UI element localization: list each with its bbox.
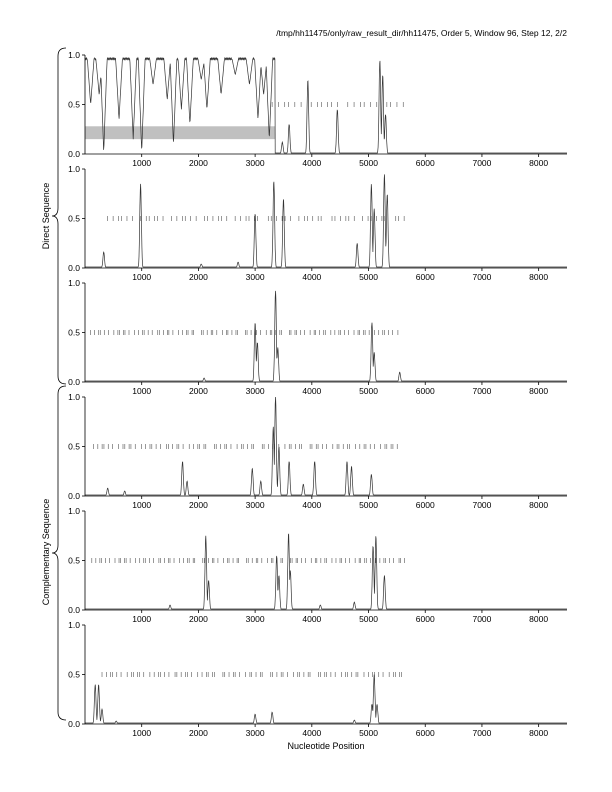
x-tick-label: 3000 bbox=[245, 272, 265, 282]
shaded-region bbox=[85, 126, 275, 139]
x-tick-label: 6000 bbox=[415, 386, 435, 396]
x-tick-label: 6000 bbox=[415, 728, 435, 738]
x-tick-label: 1000 bbox=[132, 158, 152, 168]
x-tick-label: 7000 bbox=[472, 614, 492, 624]
score-series-line bbox=[85, 534, 567, 609]
x-tick-label: 1000 bbox=[132, 500, 152, 510]
x-tick-label: 2000 bbox=[188, 158, 208, 168]
group-label-direct: Direct Sequence bbox=[41, 182, 51, 250]
y-tick-label: 1.0 bbox=[68, 620, 80, 630]
x-tick-label: 1000 bbox=[132, 386, 152, 396]
panel-2 bbox=[68, 164, 567, 282]
y-tick-label: 0.5 bbox=[68, 669, 80, 680]
panels-group bbox=[68, 50, 567, 738]
score-series-line bbox=[85, 291, 567, 381]
score-series-line bbox=[85, 397, 567, 495]
x-tick-label: 1000 bbox=[132, 614, 152, 624]
x-tick-label: 3000 bbox=[245, 386, 265, 396]
panel-1 bbox=[68, 50, 567, 168]
x-tick-label: 2000 bbox=[188, 500, 208, 510]
x-tick-label: 4000 bbox=[302, 500, 322, 510]
y-tick-label: 0.0 bbox=[68, 263, 80, 273]
x-axis-label: Nucleotide Position bbox=[287, 741, 365, 751]
x-tick-label: 8000 bbox=[529, 500, 549, 510]
group-label-complementary: Complementary Sequence bbox=[41, 498, 51, 606]
x-tick-label: 2000 bbox=[188, 614, 208, 624]
x-tick-label: 6000 bbox=[415, 500, 435, 510]
x-tick-label: 2000 bbox=[188, 272, 208, 282]
y-tick-label: 1.0 bbox=[68, 278, 80, 288]
x-tick-label: 4000 bbox=[302, 614, 322, 624]
x-tick-label: 3000 bbox=[245, 728, 265, 738]
y-tick-label: 0.0 bbox=[68, 605, 80, 615]
x-tick-label: 7000 bbox=[472, 386, 492, 396]
x-tick-label: 6000 bbox=[415, 614, 435, 624]
x-tick-label: 5000 bbox=[359, 158, 378, 168]
group-bracket-direct bbox=[52, 48, 66, 384]
y-tick-label: 1.0 bbox=[68, 392, 80, 402]
panel-3 bbox=[68, 278, 567, 396]
y-tick-label: 1.0 bbox=[68, 164, 80, 174]
x-tick-label: 8000 bbox=[529, 272, 549, 282]
x-tick-label: 8000 bbox=[529, 158, 549, 168]
x-tick-label: 4000 bbox=[302, 158, 322, 168]
x-tick-label: 7000 bbox=[472, 272, 492, 282]
x-tick-label: 1000 bbox=[132, 272, 152, 282]
x-tick-label: 8000 bbox=[529, 728, 549, 738]
panel-4 bbox=[68, 392, 567, 510]
y-tick-label: 0.0 bbox=[68, 719, 80, 729]
y-tick-label: 0.5 bbox=[68, 213, 80, 224]
x-tick-label: 2000 bbox=[188, 386, 208, 396]
x-tick-label: 5000 bbox=[359, 272, 378, 282]
x-tick-label: 8000 bbox=[529, 614, 549, 624]
x-tick-label: 4000 bbox=[302, 386, 322, 396]
score-series-line bbox=[85, 675, 567, 724]
y-tick-label: 0.5 bbox=[68, 99, 80, 110]
x-tick-label: 5000 bbox=[359, 614, 378, 624]
x-tick-label: 4000 bbox=[302, 272, 322, 282]
x-tick-label: 7000 bbox=[472, 158, 492, 168]
y-tick-label: 1.0 bbox=[68, 506, 80, 516]
x-tick-label: 5000 bbox=[359, 728, 378, 738]
x-tick-label: 2000 bbox=[188, 728, 208, 738]
x-tick-label: 7000 bbox=[472, 728, 492, 738]
x-tick-label: 3000 bbox=[245, 614, 265, 624]
x-tick-label: 5000 bbox=[359, 500, 378, 510]
x-tick-label: 6000 bbox=[415, 158, 435, 168]
x-tick-label: 7000 bbox=[472, 500, 492, 510]
x-tick-label: 4000 bbox=[302, 728, 322, 738]
x-tick-label: 3000 bbox=[245, 500, 265, 510]
x-tick-label: 8000 bbox=[529, 386, 549, 396]
y-tick-label: 0.5 bbox=[68, 441, 80, 452]
y-tick-label: 0.5 bbox=[68, 555, 80, 566]
y-tick-label: 1.0 bbox=[68, 50, 80, 60]
y-tick-label: 0.0 bbox=[68, 491, 80, 501]
y-tick-label: 0.0 bbox=[68, 149, 80, 159]
y-tick-label: 0.0 bbox=[68, 377, 80, 387]
group-bracket-complementary bbox=[52, 386, 66, 720]
x-tick-label: 6000 bbox=[415, 272, 435, 282]
x-tick-label: 1000 bbox=[132, 728, 152, 738]
x-tick-label: 5000 bbox=[359, 386, 378, 396]
y-tick-label: 0.5 bbox=[68, 327, 80, 338]
x-tick-label: 3000 bbox=[245, 158, 265, 168]
panel-5 bbox=[68, 506, 567, 624]
header-title: /tmp/hh11475/only/raw_result_dir/hh11475, Order 5, Window 96, Step 12, 2/2 bbox=[276, 28, 567, 38]
panel-6 bbox=[68, 620, 567, 738]
